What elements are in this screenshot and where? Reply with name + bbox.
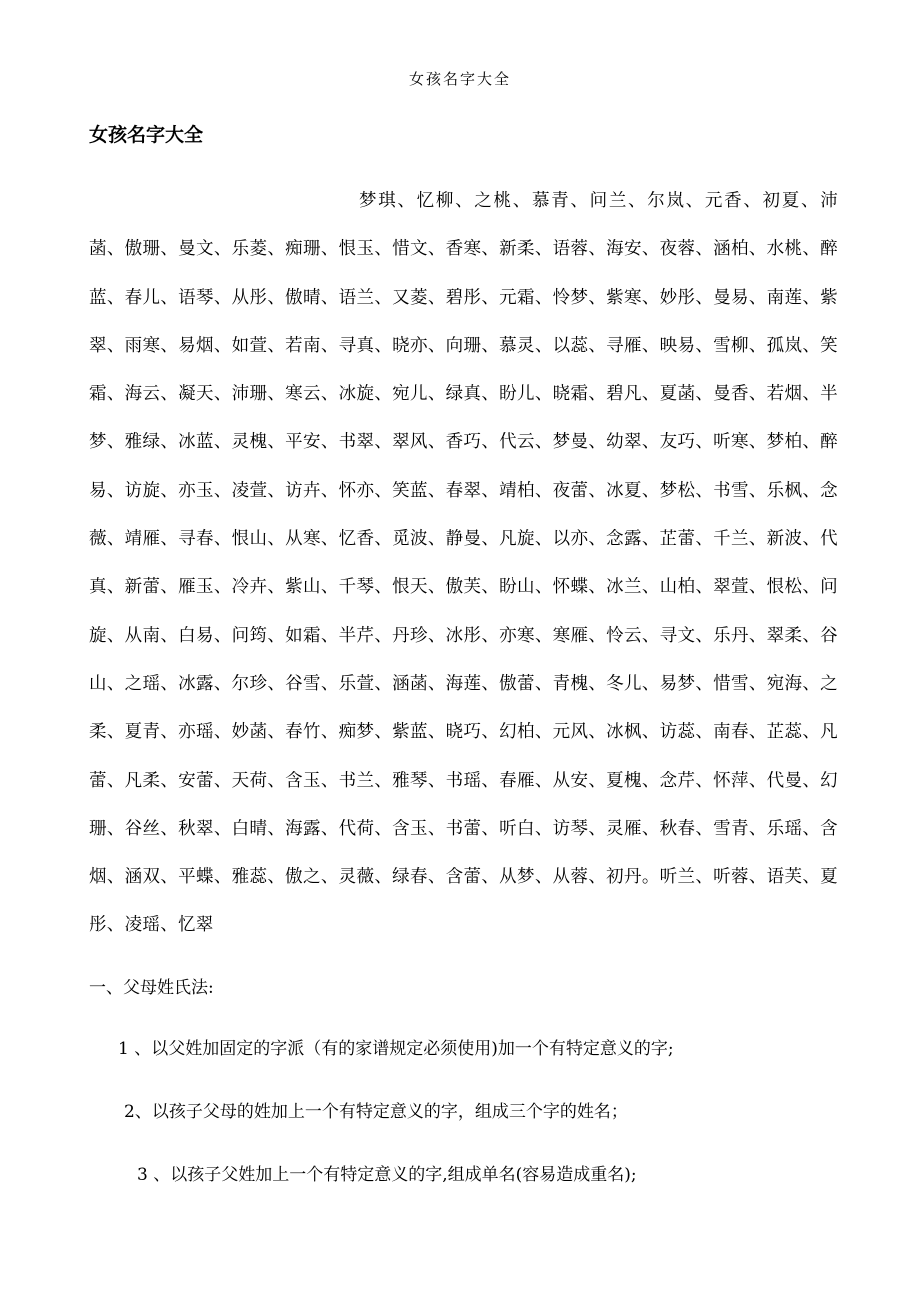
list-item: 3 、以孩子父姓加上一个有特定意义的字,组成单名(容易造成重名);	[137, 1165, 637, 1185]
running-header: 女孩名字大全	[408, 70, 511, 88]
names-paragraph: 梦琪、忆柳、之桃、慕青、问兰、尔岚、元香、初夏、沛菡、傲珊、曼文、乐菱、痴珊、恨玉、惜文、香寒、新柔、语蓉、海安、夜蓉、涵柏、水桃、醉蓝、春儿、语琴、从彤、傲晴、语兰、又菱、碧彤、元霜、怜梦、紫寒、妙彤、曼易、南莲、紫翠、雨寒、易烟、如萱、若南、寻真、晓亦、向珊、慕灵、以蕊、寻雁、映易、雪柳、孤岚、笑霜、海云、凝天、沛珊、寒云、冰旋、宛儿、绿真、盼儿、晓霜、碧凡、夏菡、曼香、若烟、半梦、雅绿、冰蓝、灵槐、平安、书翠、翠风、香巧、代云、梦曼、幼翠、友巧、听寒、梦柏、醉易、访旋、亦玉、凌萱、访卉、怀亦、笑蓝、春翠、靖柏、夜蕾、冰夏、梦松、书雪、乐枫、念薇、靖雁、寻春、恨山、从寒、忆香、觅波、静曼、凡旋、以亦、念露、芷蕾、千兰、新波、代真、新蕾、雁玉、冷卉、紫山、千琴、恨天、傲芙、盼山、怀蝶、冰兰、山柏、翠萱、恨松、问旋、从南、白易、问筠、如霜、半芹、丹珍、冰彤、亦寒、寒雁、怜云、寻文、乐丹、翠柔、谷山、之瑶、冰露、尔珍、谷雪、乐萱、涵菡、海莲、傲蕾、青槐、冬儿、易梦、惜雪、宛海、之柔、夏青、亦瑶、妙菡、春竹、痴梦、紫蓝、晓巧、幻柏、元风、冰枫、访蕊、南春、芷蕊、凡蕾、凡柔、安蕾、天荷、含玉、书兰、雅琴、书瑶、春雁、从安、夏槐、念芹、怀萍、代曼、幻珊、谷丝、秋翠、白晴、海露、代荷、含玉、书蕾、听白、访琴、灵雁、秋春、雪青、乐瑶、含烟、涵双、平蝶、雅蕊、傲之、灵薇、绿春、含蕾、从梦、从蓉、初丹。听兰、听蓉、语芙、夏彤、凌瑶、忆翠	[89, 191, 838, 936]
list-item: 1 、以父姓加固定的字派（有的家谱规定必须使用)加一个有特定意义的字;	[118, 1039, 674, 1059]
section-heading: 一、父母姓氏法:	[89, 978, 214, 998]
list-item: 2、以孩子父母的姓加上一个有特定意义的字，组成三个字的姓名；	[124, 1102, 628, 1122]
document-title: 女孩名字大全	[89, 124, 204, 146]
